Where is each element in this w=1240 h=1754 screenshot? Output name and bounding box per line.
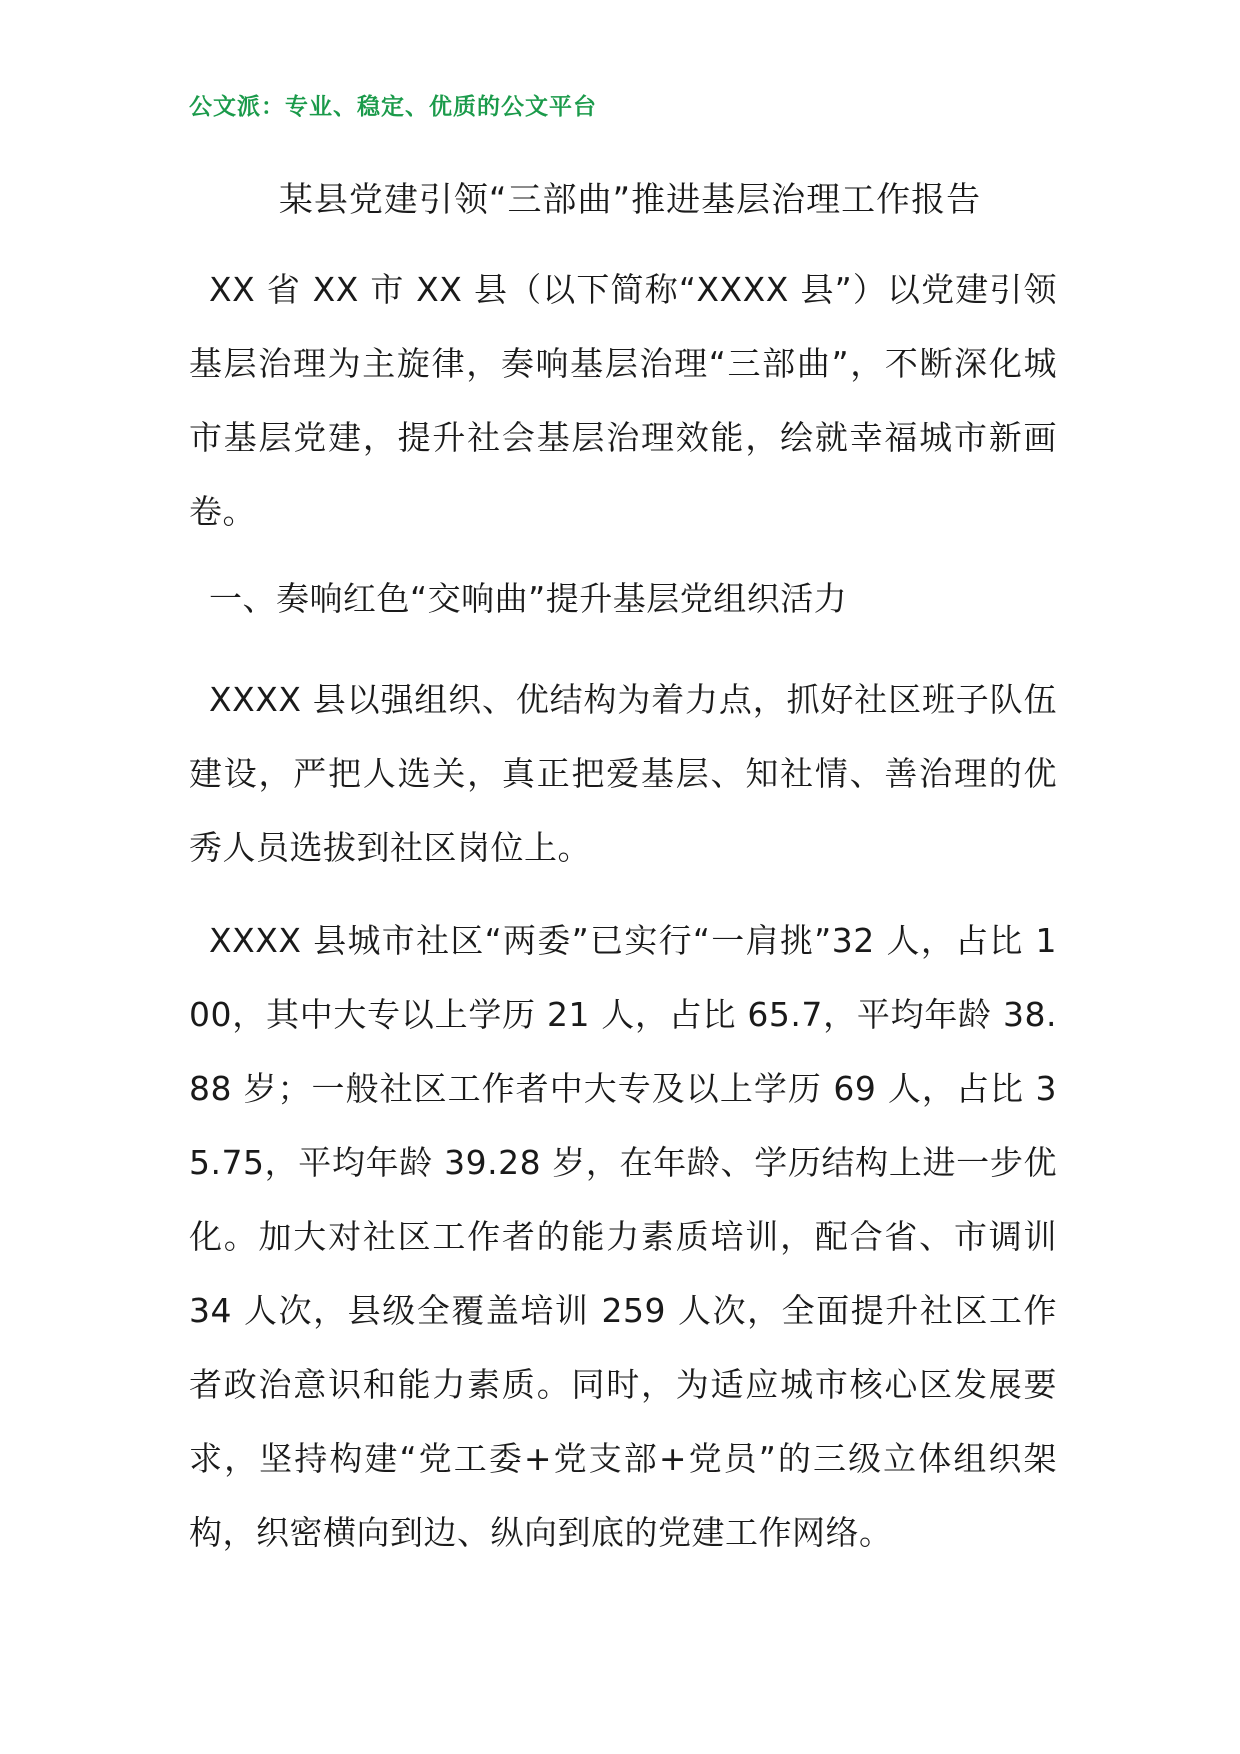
section-paragraph-2: XXXX 县城市社区“两委”已实行“一肩挑”32 人，占比 100，其中大专以上学历 21 人，占比 65.7，平均年龄 38.88 岁；一般社区工作者中大专及以上学历 69 人，占比 35.75，平均年龄 39.28 岁，在年龄、学历结构上进一步优化。加大对社区工作者的能力素质培训，配合省、市调训 34 人次，县级全覆盖培训 259 人次，全面提升社区工作者政治意识和能力素质。同时，为适应城市核心区发展要求，坚持构建“党工委+党支部+党员”的三级立体组织架构，织密横向到边、纵向到底的党建工作网络。 [189,921,1057,1552]
section-heading: 一、奏响红色“交响曲”提升基层党组织活力 [209,579,848,618]
intro-paragraph: XX 省 XX 市 XX 县（以下简称“XXXX 县”）以党建引领基层治理为主旋律，奏响基层治理“三部曲”，不断深化城市基层党建，提升社会基层治理效能，绘就幸福城市新画卷。 [189,270,1057,531]
brand-header: 公文派：专业、稳定、优质的公文平台 [189,94,597,120]
section-paragraph-1: XXXX 县以强组织、优结构为着力点，抓好社区班子队伍建设，严把人选关，真正把爱基层、知社情、善治理的优秀人员选拔到社区岗位上。 [189,680,1057,867]
document-title: 某县党建引领“三部曲”推进基层治理工作报告 [278,180,982,220]
